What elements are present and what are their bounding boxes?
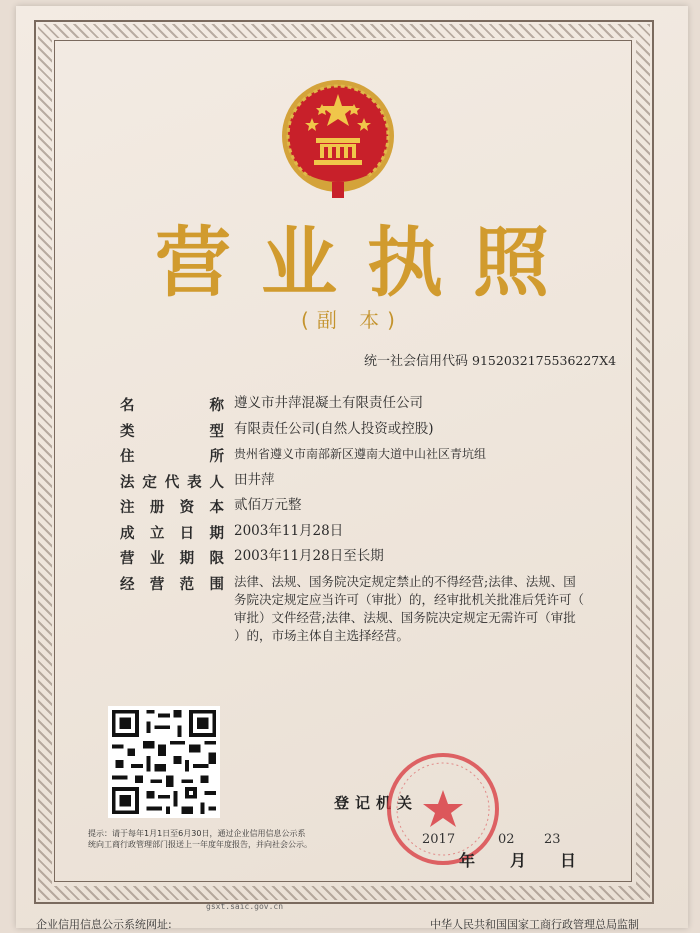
field-label: 法 定 代 表 人 [120, 474, 224, 491]
footer-website-label: 企业信用信息公示系统网址: [36, 918, 172, 931]
field-label: 类 型 [120, 423, 224, 440]
registration-authority-label: 登记机关 [334, 794, 419, 812]
footer-issuer: 中华人民共和国国家工商行政管理总局监制 [430, 918, 639, 931]
document-subtitle: (副 本) [301, 308, 403, 332]
field-label: 注 册 资 本 [120, 500, 224, 516]
field-value: 贵州省遵义市南部新区遵南大道中山社区青坑组 [234, 447, 487, 461]
issue-month: 02 [498, 832, 515, 847]
field-business-term [120, 547, 640, 573]
annual-report-note: 提示：请于每年1月1日至6月30日，通过企业信用信息公示系 统向工商行政管理部门报送上一年度年度报告，并向社会公示。 [88, 829, 312, 849]
field-value: 遵义市井萍混凝土有限责任公司 [234, 395, 423, 411]
issue-day: 23 [544, 832, 561, 847]
footer-website-url[interactable]: gsxt.saic.gov.cn [206, 902, 284, 911]
field-registered-capital [120, 496, 640, 522]
field-business-scope [120, 573, 640, 645]
field-address [120, 445, 640, 471]
license-paper [16, 6, 688, 931]
field-establishment-date [120, 522, 640, 548]
field-value: 田井萍 [234, 471, 275, 488]
credit-code-value: 9152032175536227X4 [472, 353, 617, 368]
document-title: 营业执照 [155, 218, 579, 307]
field-value: 有限责任公司(自然人投资或控股) [234, 420, 434, 437]
field-label: 住 所 [120, 449, 224, 465]
credit-code-label: 统一社会信用代码 [364, 354, 469, 369]
field-value: 2003年11月28日 [234, 522, 344, 539]
license-fields [120, 394, 640, 645]
field-label: 名 称 [120, 398, 224, 414]
qr-code-icon[interactable] [108, 706, 220, 818]
field-name [120, 394, 640, 420]
field-legal-representative [120, 471, 640, 497]
field-value: 贰佰万元整 [234, 497, 302, 513]
field-type [120, 420, 640, 446]
field-label: 成 立 日 期 [120, 525, 224, 542]
credit-code-line [364, 350, 616, 369]
issue-year: 2017 [422, 832, 456, 847]
official-seal-icon [384, 750, 502, 868]
field-label: 经 营 范 围 [120, 576, 224, 593]
national-emblem-icon [276, 78, 400, 202]
day-char: 日 [560, 851, 577, 870]
field-value: 2003年11月28日至长期 [234, 548, 384, 564]
year-char: 年 [459, 851, 476, 870]
field-label: 营 业 期 限 [120, 551, 224, 567]
month-char: 月 [510, 851, 527, 870]
business-scope-text: 法律、法规、国务院决定规定禁止的不得经营;法律、法规、国 务院决定规定应当许可（审批）的，经审批机关批准后凭许可（ 审批）文件经营;法律、法规、国务院决定规定无需许可（审批 ）的，市场主体自主选择经营。 [234, 573, 585, 643]
